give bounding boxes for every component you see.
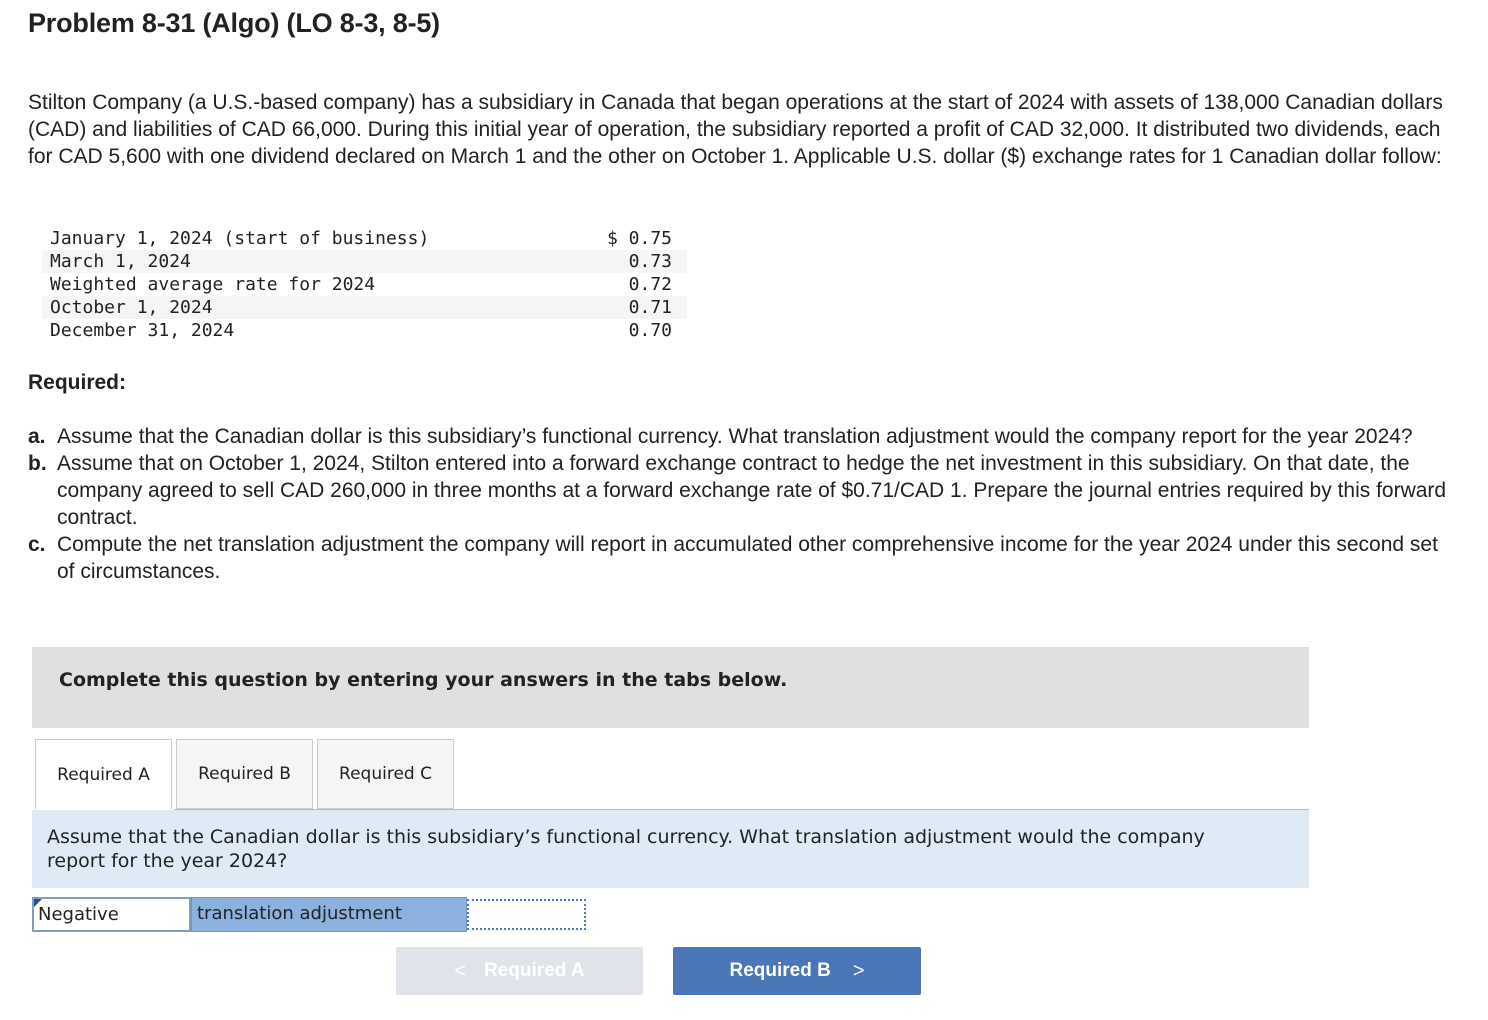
rate-label: March 1, 2024	[50, 251, 191, 272]
question-panel	[32, 810, 1309, 888]
required-heading: Required:	[28, 371, 127, 394]
instruction-text: Complete this question by entering your answers in the tabs below.	[59, 669, 788, 691]
required-list	[28, 423, 1453, 585]
rate-row	[42, 250, 687, 273]
translation-adjustment-label: translation adjustment	[191, 897, 467, 932]
chevron-left-icon: <	[454, 959, 467, 982]
rate-row	[42, 273, 687, 296]
required-item-letter: c.	[28, 533, 46, 556]
exchange-rate-table	[42, 227, 687, 342]
rate-label: October 1, 2024	[50, 297, 213, 318]
adjustment-direction-select[interactable]	[32, 897, 191, 932]
required-item-letter: a.	[28, 425, 46, 448]
rate-label: December 31, 2024	[50, 320, 235, 341]
question-text: Assume that the Canadian dollar is this subsidiary’s functional currency. What translation adjustment would the company report for the year 2024?	[47, 826, 1205, 872]
rate-value: 0.73	[628, 251, 672, 272]
rate-value: 0.70	[628, 320, 672, 341]
rate-value: 0.72	[628, 274, 672, 295]
tab-required-a[interactable]: Required A	[35, 739, 172, 810]
problem-intro: Stilton Company (a U.S.-based company) has a subsidiary in Canada that began operations at the start of 2024 with assets of 138,000 Canadian dollars (CAD) and liabilities of CAD 66,000. During this initial year of operation, the subsidiary reported a profit of CAD 32,000. It distributed two dividends, each for CAD 5,600 with one dividend declared on March 1 and the other on October 1. Applicable U.S. dollar ($) exchange rates for 1 Canadian dollar follow:	[28, 91, 1443, 168]
next-tab-button[interactable]	[673, 947, 921, 995]
rate-value: $ 0.75	[606, 228, 672, 249]
dropdown-corner-icon	[34, 899, 42, 907]
rate-row	[42, 296, 687, 319]
problem-title: Problem 8-31 (Algo) (LO 8-3, 8-5)	[28, 8, 440, 38]
required-item-letter: b.	[28, 452, 47, 475]
rate-label: Weighted average rate for 2024	[50, 274, 376, 295]
instruction-banner	[32, 647, 1309, 728]
required-item-a	[28, 423, 1453, 450]
required-item-text: Compute the net translation adjustment the company will report in accumulated other comprehensive income for the year 2024 under this second set of circumstances.	[57, 533, 1438, 583]
next-tab-label: Required B	[729, 960, 831, 981]
rate-row	[42, 319, 687, 342]
tab-required-b[interactable]: Required B	[176, 739, 313, 809]
required-item-b	[28, 450, 1453, 531]
translation-adjustment-input[interactable]	[467, 899, 586, 930]
tab-required-c[interactable]: Required C	[317, 739, 454, 809]
required-item-text: Assume that on October 1, 2024, Stilton entered into a forward exchange contract to hedge the net investment in this subsidiary. On that date, the company agreed to sell CAD 260,000 in three months at a forward exchange rate of $0.71/CAD 1. Prepare the journal entries required by this forward contract.	[57, 452, 1447, 529]
required-item-c	[28, 531, 1453, 585]
previous-tab-button	[396, 947, 643, 995]
rate-row	[42, 227, 687, 250]
rate-value: 0.71	[628, 297, 672, 318]
rate-label: January 1, 2024 (start of business)	[50, 228, 430, 249]
required-item-text: Assume that the Canadian dollar is this subsidiary’s functional currency. What translation adjustment would the company report for the year 2024?	[57, 425, 1413, 448]
chevron-right-icon: >	[852, 959, 865, 982]
select-value: Negative	[38, 904, 119, 925]
previous-tab-label: Required A	[484, 960, 585, 981]
